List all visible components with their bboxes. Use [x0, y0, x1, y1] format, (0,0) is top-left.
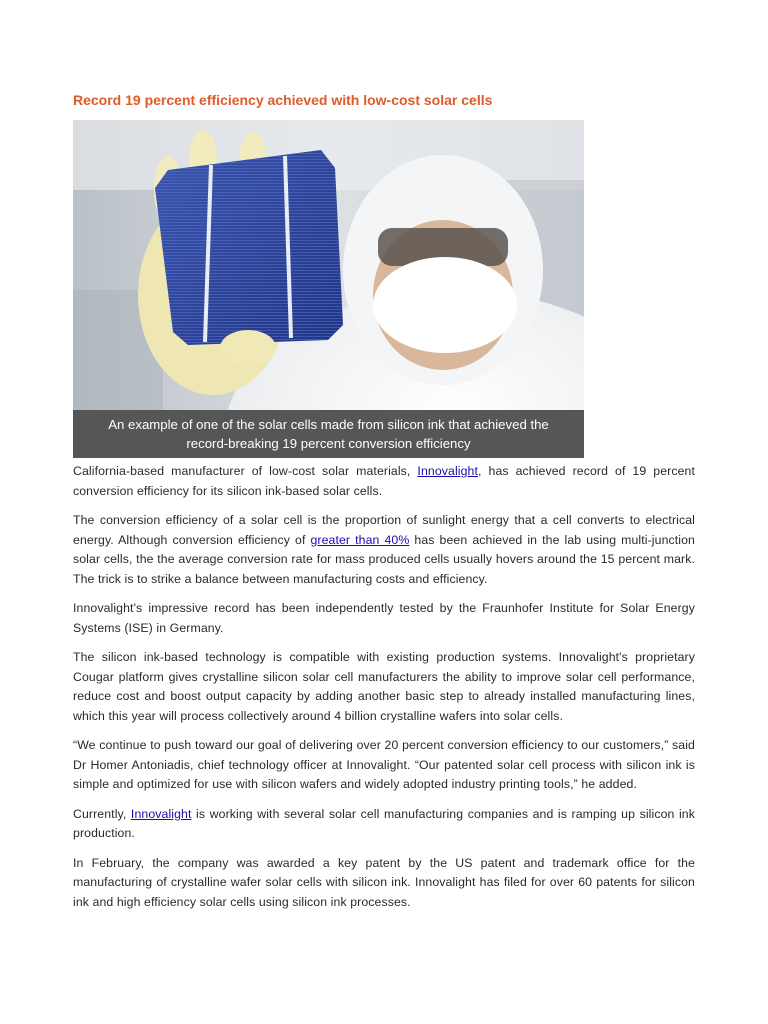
- paragraph-7: In February, the company was awarded a key patent by the US patent and trademark office for the manufacturing of crystalline wafer solar cells with silicon ink. Innovalight has filed for over 60 patents for silicon ink and high efficiency solar cells using silicon ink processes.: [73, 855, 695, 909]
- paragraph-2: The conversion efficiency of a solar cell is the proportion of sunlight energy that a cell converts to electrical energy. Although conversion efficiency of greater than 40% has been achieved in the lab using multi-junction solar cells, the the average conversion rate for mass produced cells usually hovers around the 15 percent mark. The trick is to strike a balance between manufacturing costs and efficiency.: [73, 513, 695, 586]
- paragraph-1: California-based manufacturer of low-cost solar materials, Innovalight, has achieved record of 19 percent conversion efficiency for its silicon ink-based solar cells.: [73, 464, 695, 498]
- paragraph-3: Innovalight's impressive record has been independently tested by the Fraunhofer Institute for Solar Energy Systems (ISE) in Germany.: [73, 601, 695, 635]
- greater-than-40-link[interactable]: greater than 40%: [310, 532, 410, 547]
- caption-line-1: An example of one of the solar cells made from silicon ink that achieved the: [108, 417, 549, 432]
- innovalight-link[interactable]: Innovalight: [417, 464, 479, 478]
- paragraph-6: Currently, Innovalight is working with several solar cell manufacturing companies and is ramping up silicon ink production.: [73, 806, 695, 840]
- article-body: [73, 462, 695, 922]
- article-figure: [73, 120, 584, 458]
- article-title: Record 19 percent efficiency achieved with low-cost solar cells: [73, 92, 493, 108]
- paragraph-4: The silicon ink-based technology is compatible with existing production systems. Innovalight's proprietary Cougar platform gives crystalline silicon solar cell manufacturers the ability to improve solar cell performance, reduce cost and boost output capacity by adding another basic step to already installed manufacturing lines, which this year will process collectively around 4 billion crystalline wafers into solar cells.: [73, 650, 695, 723]
- caption-line-2: record-breaking 19 percent conversion efficiency: [186, 436, 471, 451]
- paragraph-5: “We continue to push toward our goal of delivering over 20 percent conversion efficiency to our customers,” said Dr Homer Antoniadis, chief technology officer at Innovalight. “Our patented solar cell process with silicon ink is simple and optimized for use with silicon wafers and widely adopted industry printing tools,” he added.: [73, 738, 695, 791]
- figure-caption: [73, 410, 584, 458]
- innovalight-link-2[interactable]: Innovalight: [130, 806, 192, 821]
- solar-cell-photo: [73, 120, 584, 410]
